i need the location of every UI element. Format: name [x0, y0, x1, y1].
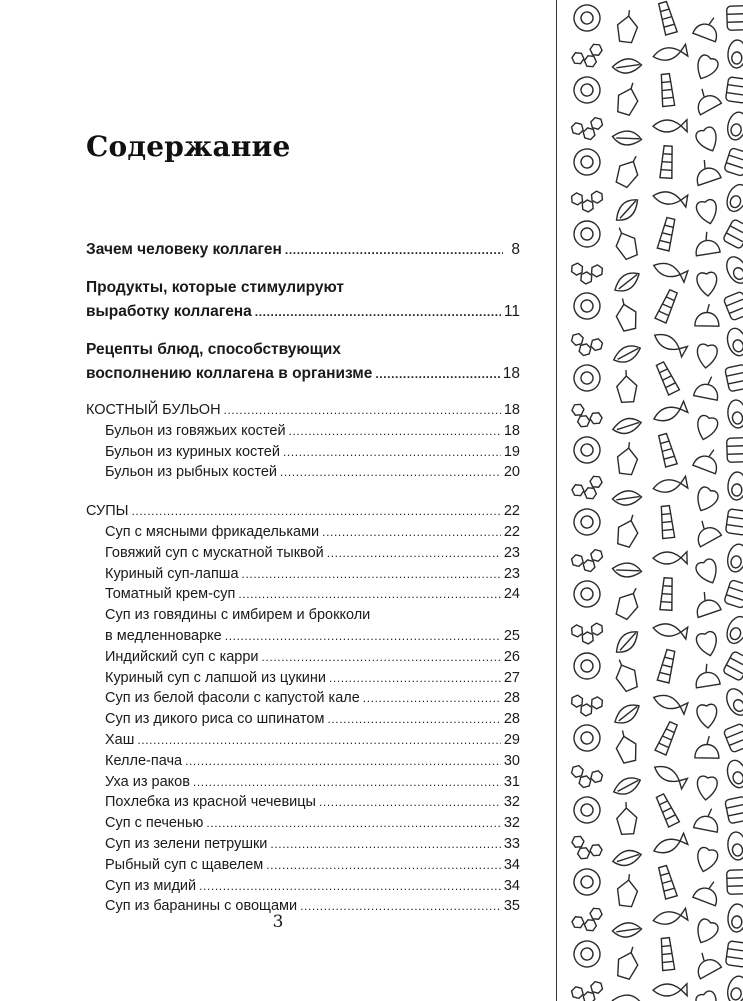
toc-entry[interactable]	[86, 792, 520, 813]
toc-entry[interactable]	[86, 688, 520, 709]
toc-entry[interactable]	[86, 876, 520, 897]
toc-page-number: 11	[503, 303, 520, 320]
dot-leader	[375, 362, 499, 386]
dot-leader	[283, 442, 501, 463]
page-number: 3	[272, 912, 284, 932]
toc-entry-label: Суп из мидий	[105, 877, 197, 894]
toc-section-heading[interactable]	[86, 400, 520, 421]
toc-entry-label: Бульон из куриных костей	[105, 443, 280, 460]
toc-entry[interactable]	[86, 421, 520, 442]
dot-leader	[137, 730, 500, 751]
dot-leader	[327, 709, 500, 730]
dot-leader	[270, 834, 500, 855]
toc-page-number: 22	[503, 503, 520, 520]
toc-entry-label: Суп из белой фасоли с капустой кале	[105, 690, 360, 707]
toc-entry-label: Индийский суп с карри	[105, 648, 259, 665]
toc-entry-label: Суп с мясными фрикадельками	[105, 523, 320, 540]
toc-section-heading[interactable]	[86, 501, 520, 522]
toc-entry[interactable]	[86, 522, 520, 543]
toc-page-number: 18	[502, 365, 520, 382]
toc-entry[interactable]	[86, 668, 520, 689]
dot-leader	[242, 564, 501, 585]
toc-page-number: 20	[503, 464, 520, 481]
toc-page-number: 19	[503, 443, 520, 460]
page-title: Содержание	[86, 130, 291, 163]
toc-entry-label-line1: Суп из говядины с имбирем и брокколи	[105, 607, 371, 624]
toc-entry[interactable]	[86, 730, 520, 751]
dot-leader	[266, 855, 501, 876]
dot-leader	[238, 584, 501, 605]
dot-leader	[329, 668, 501, 689]
toc-entry-label: Суп из дикого риса со шпинатом	[105, 711, 325, 728]
dot-leader	[262, 647, 501, 668]
dot-leader	[285, 238, 503, 262]
toc-page-number: 34	[503, 856, 520, 873]
toc-page-number: 24	[503, 586, 520, 603]
toc-page-number: 34	[503, 877, 520, 894]
toc-section-label: СУПЫ	[86, 503, 129, 520]
toc-entry-label: Суп с печенью	[105, 815, 204, 832]
toc-page-number: 23	[503, 544, 520, 561]
toc-entry[interactable]	[86, 709, 520, 730]
dot-leader	[131, 501, 500, 522]
toc-entry[interactable]	[86, 462, 520, 483]
dot-leader	[199, 876, 501, 897]
toc-entry[interactable]	[86, 564, 520, 585]
toc-entry-label: Зачем человеку коллаген	[86, 241, 282, 258]
toc-page-number: 23	[503, 565, 520, 582]
toc-entry-label: Уха из раков	[105, 773, 190, 790]
toc-entry-label: Келле-пача	[105, 752, 183, 769]
food-doodle-pattern-icon	[557, 0, 743, 1001]
dot-leader	[289, 421, 501, 442]
toc-section-label: КОСТНЫЙ БУЛЬОН	[86, 402, 221, 418]
toc-entry[interactable]	[86, 813, 520, 834]
toc-entry-label: Рыбный суп с щавелем	[105, 856, 264, 873]
toc-entry[interactable]	[86, 834, 520, 855]
toc-page-number: 30	[503, 752, 520, 769]
toc-entry-label-line2: восполнению коллагена в организме	[86, 365, 373, 382]
toc-entry-major[interactable]	[86, 276, 520, 324]
toc-page-number: 31	[503, 773, 520, 790]
toc-page-number: 32	[503, 794, 520, 811]
food-pattern-sidebar	[556, 0, 743, 1001]
toc-page-number: 29	[503, 731, 520, 748]
toc-page-number: 32	[503, 815, 520, 832]
dot-leader	[280, 462, 501, 483]
toc-entry-major[interactable]	[86, 238, 520, 262]
toc-entry-label: Куриный суп-лапша	[105, 565, 239, 582]
toc-entry-label-line1: Рецепты блюд, способствующих	[86, 341, 341, 358]
toc-page-number: 22	[503, 523, 520, 540]
table-of-contents	[86, 238, 520, 917]
toc-page-number: 18	[503, 422, 520, 439]
dot-leader	[225, 626, 501, 647]
dot-leader	[322, 522, 501, 543]
toc-page-number: 28	[503, 711, 520, 728]
toc-page-number: 8	[511, 241, 520, 258]
toc-entry-label: Бульон из рыбных костей	[105, 464, 277, 481]
dot-leader	[363, 688, 501, 709]
toc-entry-major[interactable]	[86, 338, 520, 386]
toc-page-number: 33	[503, 835, 520, 852]
dot-leader	[193, 772, 501, 793]
toc-entry[interactable]	[86, 584, 520, 605]
toc-entry-label: Похлебка из красной чечевицы	[105, 794, 316, 811]
toc-page-number: 18	[503, 402, 520, 418]
toc-entry[interactable]	[86, 626, 520, 647]
toc-entry[interactable]	[86, 772, 520, 793]
dot-leader	[327, 543, 501, 564]
toc-page-number: 28	[503, 690, 520, 707]
toc-entry-label: Говяжий суп с мускатной тыквой	[105, 544, 324, 561]
toc-entry[interactable]	[86, 855, 520, 876]
toc-entry-label-line1: Продукты, которые стимулируют	[86, 279, 344, 296]
toc-entry[interactable]	[86, 751, 520, 772]
toc-entry[interactable]	[86, 647, 520, 668]
dot-leader	[224, 400, 501, 421]
toc-entry-label: Томатный крем-суп	[105, 586, 236, 603]
toc-entry-label: Бульон из говяжьих костей	[105, 422, 286, 439]
toc-entry[interactable]	[86, 543, 520, 564]
toc-entry[interactable]	[86, 442, 520, 463]
toc-page-number: 27	[503, 669, 520, 686]
toc-page-number: 35	[503, 898, 520, 915]
dot-leader	[255, 300, 501, 324]
toc-page-number: 26	[503, 648, 520, 665]
dot-leader	[185, 751, 501, 772]
toc-entry-label: Хаш	[105, 731, 135, 748]
toc-page-number: 25	[503, 627, 520, 644]
dot-leader	[319, 792, 501, 813]
toc-entry-label: Куриный суп с лапшой из цукини	[105, 669, 326, 686]
toc-entry-label: Суп из баранины с овощами	[105, 898, 298, 915]
toc-entry-label-line2: выработку коллагена	[86, 303, 252, 320]
dot-leader	[206, 813, 500, 834]
toc-entry-label: в медленноварке	[105, 627, 222, 644]
toc-entry-label: Суп из зелени петрушки	[105, 835, 268, 852]
